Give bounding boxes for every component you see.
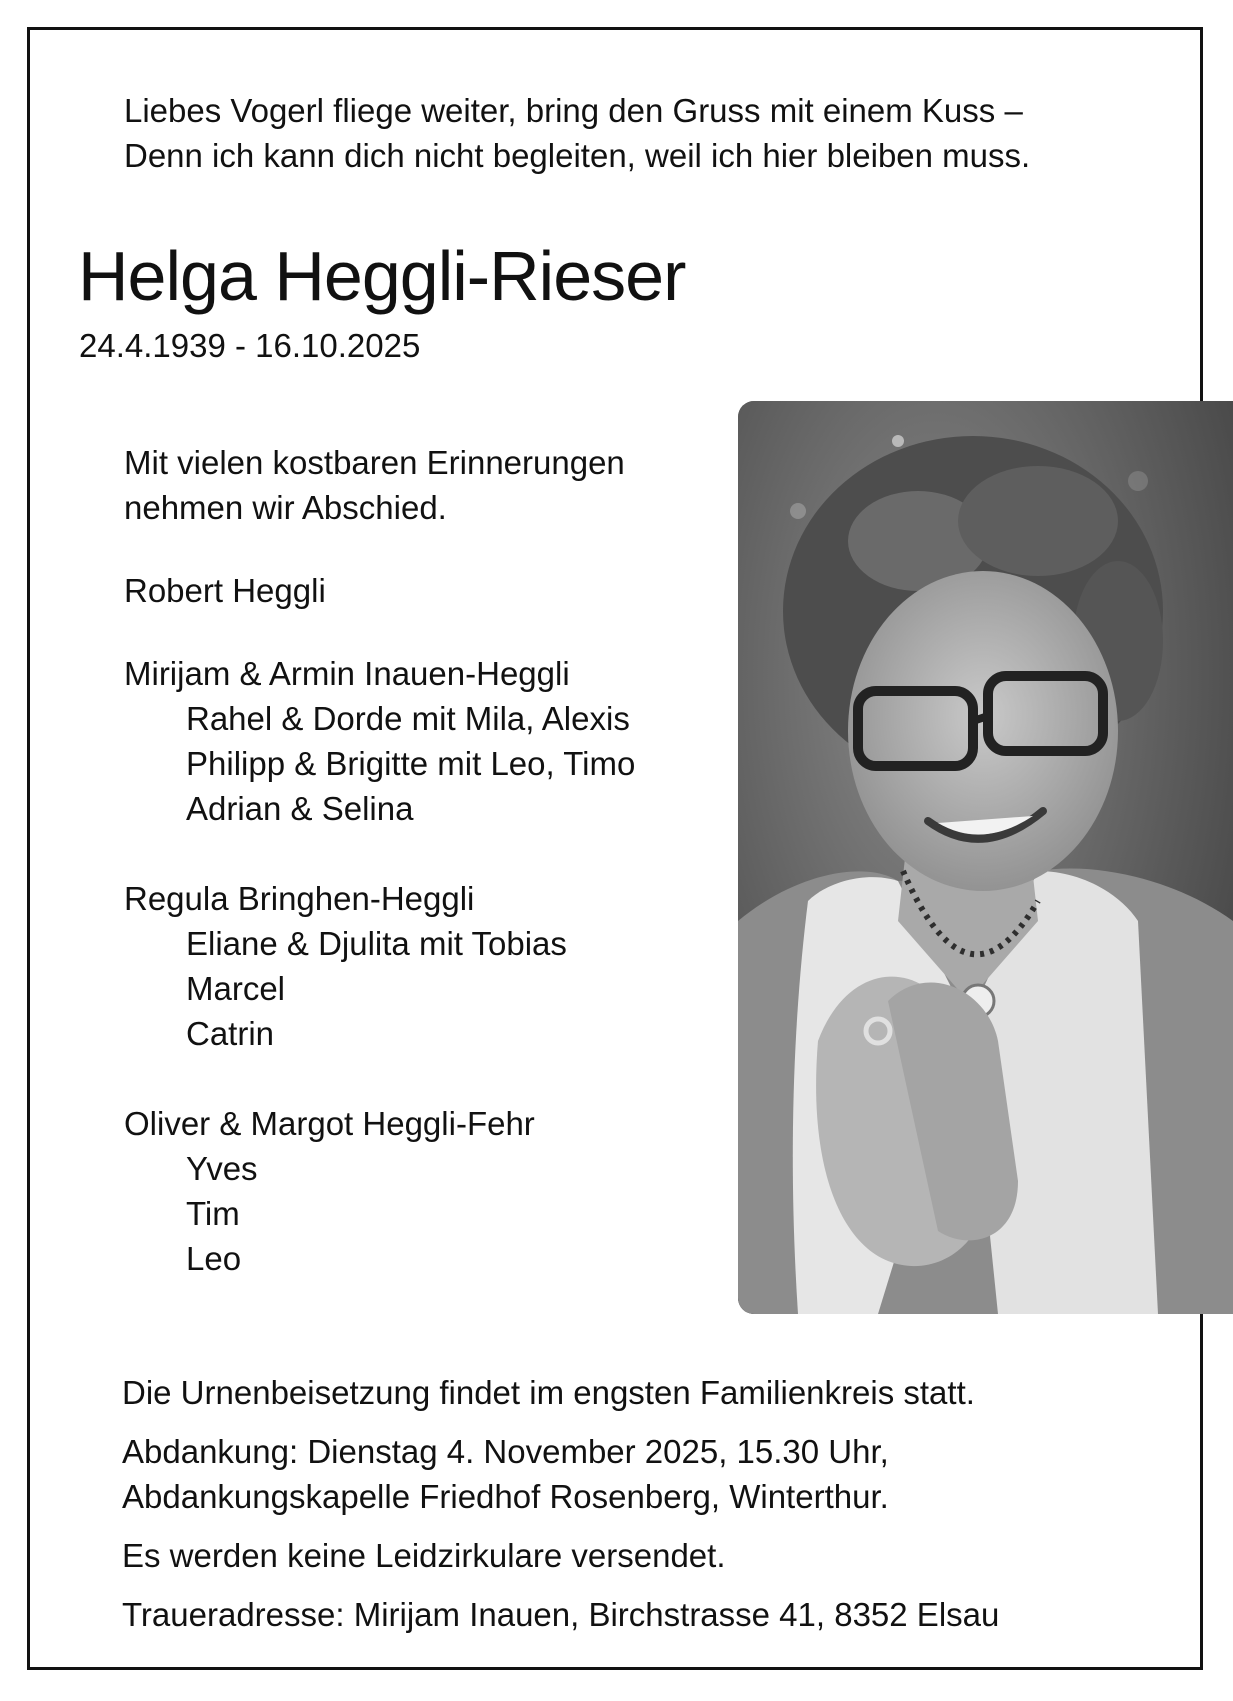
family-3-member: Yves <box>186 1150 258 1187</box>
quote-line-2: Denn ich kann dich nicht begleiten, weil ich hier bleiben muss. <box>124 137 1031 174</box>
family-2-member: Marcel <box>186 970 286 1007</box>
life-dates: 24.4.1939 - 16.10.2025 <box>79 327 421 364</box>
mourners-list <box>124 440 635 1281</box>
family-2-head: Regula Bringhen-Heggli <box>124 880 475 917</box>
portrait-photo <box>738 401 1233 1314</box>
quote-line-1: Liebes Vogerl fliege weiter, bring den Gruss mit einem Kuss – <box>124 92 1023 129</box>
burial-notice: Die Urnenbeisetzung findet im engsten Familienkreis statt. <box>122 1374 975 1411</box>
family-3-member: Tim <box>186 1195 240 1232</box>
family-1-member: Rahel & Dorde mit Mila, Alexis <box>186 700 630 737</box>
service-line-2: Abdankungskapelle Friedhof Rosenberg, Winterthur. <box>122 1478 889 1515</box>
family-3-member: Leo <box>186 1240 242 1277</box>
family-1-head: Mirijam & Armin Inauen-Heggli <box>124 655 570 692</box>
portrait-illustration <box>738 401 1233 1314</box>
spouse-name: Robert Heggli <box>124 572 326 609</box>
family-3-head: Oliver & Margot Heggli-Fehr <box>124 1105 535 1142</box>
circulars-notice: Es werden keine Leidzirkulare versendet. <box>122 1537 726 1574</box>
service-line-1: Abdankung: Dienstag 4. November 2025, 15.30 Uhr, <box>122 1433 889 1470</box>
family-1-member: Philipp & Brigitte mit Leo, Timo <box>186 745 636 782</box>
family-2-member: Catrin <box>186 1015 275 1052</box>
farewell-line-2: nehmen wir Abschied. <box>124 489 447 526</box>
notice-footer <box>122 1370 999 1637</box>
family-2-member: Eliane & Djulita mit Tobias <box>186 925 567 962</box>
mourning-address: Traueradresse: Mirijam Inauen, Birchstrasse 41, 8352 Elsau <box>122 1596 1000 1633</box>
family-1-member: Adrian & Selina <box>186 790 414 827</box>
farewell-line-1: Mit vielen kostbaren Erinnerungen <box>124 444 625 481</box>
memorial-quote <box>124 88 1030 178</box>
deceased-name: Helga Heggli-Rieser <box>78 237 686 315</box>
